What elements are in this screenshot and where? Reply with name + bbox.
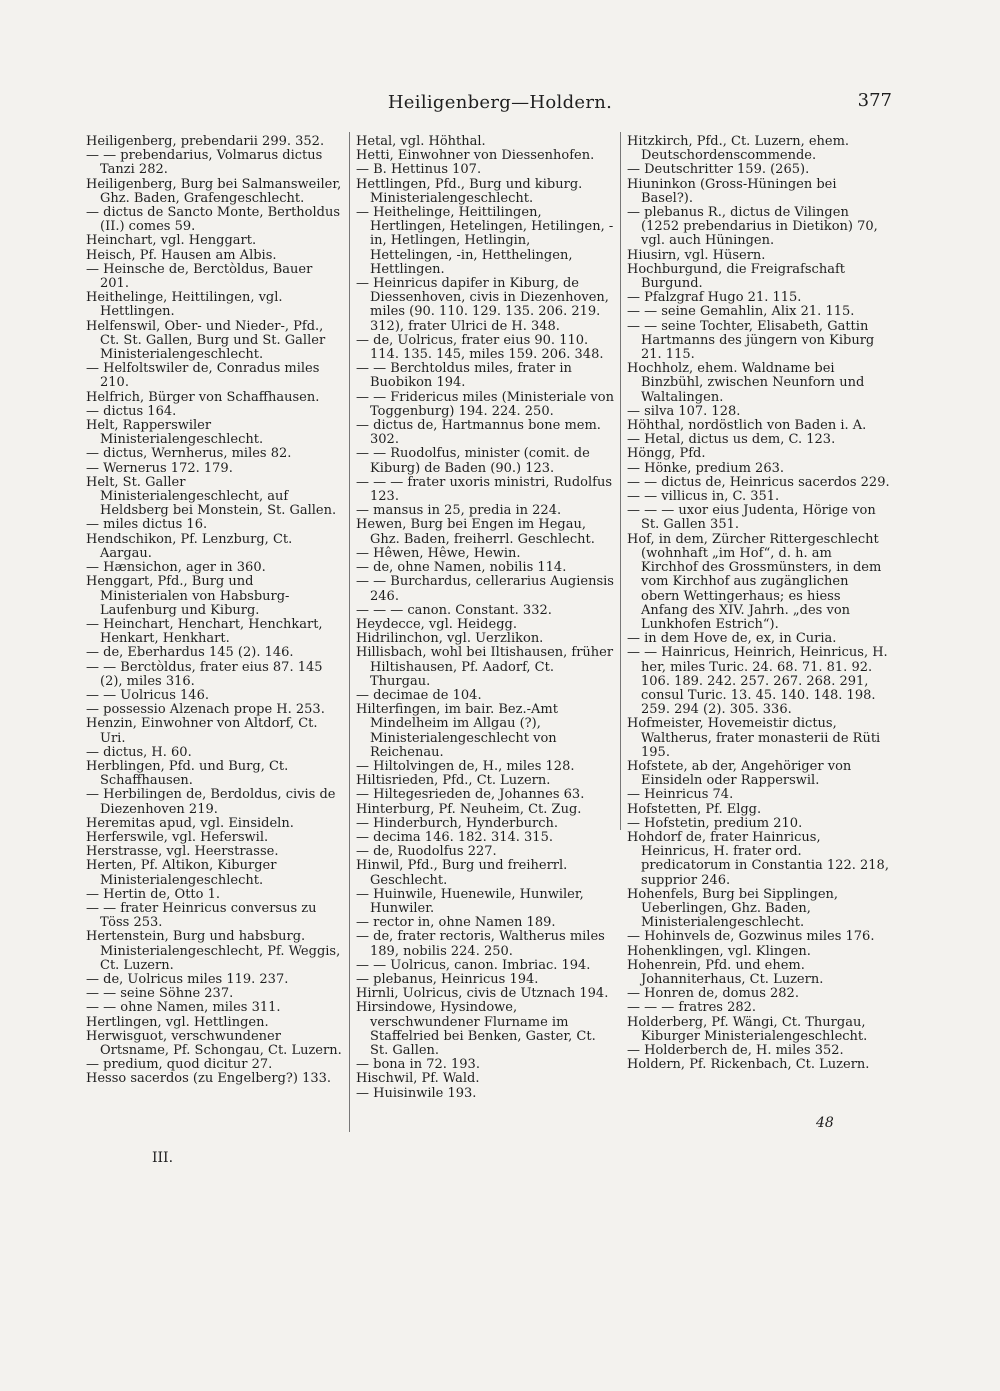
index-entry: Heremitas apud, vgl. Einsideln. (86, 815, 294, 831)
index-entry: Höhthal, nordöstlich von Baden i. A. (627, 418, 867, 434)
index-entry: Heithelinge, Heittilingen, vgl. Hettlingen. (86, 290, 283, 320)
index-entry: — Hinderburch, Hynderburch. (356, 815, 559, 831)
index-entry: — Holderberch de, H. miles 352. (627, 1043, 844, 1058)
index-entry: Hettlingen, Pfd., Burg und kiburg. Ministerialengeschlecht. (356, 176, 583, 206)
index-entry: — — Burchardus, cellerarius Augiensis 246. (356, 574, 614, 604)
index-entry: Hinwil, Pfd., Burg und freiherrl. Geschlecht. (356, 858, 568, 888)
index-entry: — mansus in 25, predia in 224. (356, 503, 562, 519)
index-entry: Hertlingen, vgl. Hettlingen. (86, 1014, 269, 1030)
index-entry: Hetal, vgl. Höhthal. (356, 135, 486, 149)
index-entry: Hohenfels, Burg bei Sipplingen, Ueberlingen, Ghz. Baden, Ministerialengeschlecht. (627, 886, 839, 931)
index-entry: — de, Uolricus, frater eius 90. 110. 114. 135. 145, miles 159. 206. 348. (356, 332, 604, 363)
index-entry: — — seine Gemahlin, Alix 21. 115. (627, 304, 855, 320)
sheet-number: 48 (816, 1115, 834, 1131)
index-entry: — dictus 164. (86, 403, 177, 419)
index-entry: — — — uxor eius Judenta, Hörige von St. Gallen 351. (627, 503, 876, 533)
index-entry: Hertenstein, Burg und habsburg. Ministerialengeschlecht, Pf. Weggis, Ct. Luzern. (86, 929, 341, 973)
index-entry: Herferswile, vgl. Heferswil. (86, 829, 269, 845)
index-entry: — Herbilingen de, Berdoldus, civis de Diezenhoven 219. (86, 787, 336, 817)
index-entry: — dictus de Sancto Monte, Bertholdus (II.) comes 59. (86, 205, 341, 235)
index-entry: — Hænsichon, ager in 360. (86, 560, 266, 576)
index-entry: — silva 107. 128. (627, 403, 741, 419)
index-entry: Hiuninkon (Gross-Hüningen bei Basel?). (627, 176, 837, 206)
index-entry: — bona in 72. 193. (356, 1057, 480, 1073)
index-entry: Hochholz, ehem. Waldname bei Binzbühl, zwischen Neunforn und Waltalingen. (627, 361, 865, 405)
index-entry: Helfenswil, Ober- und Nieder-, Pfd., Ct. St. Gallen, Burg und St. Galler Ministerialengeschlecht. (86, 318, 326, 363)
index-entry: — decima 146. 182. 314. 315. (356, 829, 553, 845)
index-entry: — decimae de 104. (356, 687, 482, 703)
index-entry: — Hofstetin, predium 210. (627, 815, 803, 831)
index-entry: Hiusirn, vgl. Hüsern. (627, 247, 766, 263)
index-entry: — Heinricus 74. (627, 787, 734, 803)
index-entry: Hohenrein, Pfd. und ehem. Johanniterhaus, Ct. Luzern. (627, 957, 824, 987)
index-entry: — de, ohne Namen, nobilis 114. (356, 560, 567, 576)
index-entry: — Hiltegesrieden de, Johannes 63. (356, 787, 585, 803)
index-entry: Hilterfingen, im bair. Bez.-Amt Mindelheim im Allgau (?), Ministerialengeschlecht von Reichenau. (356, 702, 558, 760)
index-entry: Herblingen, Pfd. und Burg, Ct. Schaffhausen. (86, 758, 289, 789)
index-entry: Hinterburg, Pf. Neuheim, Ct. Zug. (356, 801, 582, 817)
index-entry: — possessio Alzenach prope H. 253. (86, 702, 325, 718)
index-entry: — — dictus de, Heinricus sacerdos 229. (627, 474, 890, 490)
index-entry: — — prebendarius, Volmarus dictus Tanzi 282. (86, 148, 323, 178)
index-entry: — — seine Söhne 237. (86, 986, 234, 1002)
index-entry: — — ohne Namen, miles 311. (86, 1000, 281, 1016)
index-column-3 (627, 135, 891, 1072)
index-entry: — Heinchart, Henchart, Henchkart, Henkart, Henkhart. (86, 616, 323, 647)
index-entry: Hitzkirch, Pfd., Ct. Luzern, ehem. Deutschordenscommende. (627, 135, 850, 164)
index-entry: Holdern, Pf. Rickenbach, Ct. Luzern. (627, 1057, 870, 1073)
index-entry: Heisch, Pf. Hausen am Albis. (86, 247, 277, 263)
index-entry: Hohdorf de, frater Hainricus, Heinricus, H. frater ord. predicatorum in Constantia 122. 218, supprior 246. (627, 829, 889, 888)
index-entry: Hirnli, Uolricus, civis de Utznach 194. (356, 986, 609, 1002)
index-entry: — Huinwile, Huenewile, Hunwiler, Hunwiler. (356, 886, 584, 916)
index-entry: — predium, quod dicitur 27. (86, 1057, 273, 1073)
index-entry: Hesso sacerdos (zu Engelberg?) 133. (86, 1071, 332, 1087)
index-entry: Hidrilinchon, vgl. Uerzlikon. (356, 631, 544, 647)
index-entry: — Pfalzgraf Hugo 21. 115. (627, 290, 802, 306)
index-entry: — rector in, ohne Namen 189. (356, 915, 556, 931)
index-entry: Hochburgund, die Freigrafschaft Burgund. (627, 261, 845, 292)
index-entry: Henggart, Pfd., Burg und Ministerialen von Habsburg-Laufenburg und Kiburg. (86, 574, 290, 618)
index-entry: — — villicus in, C. 351. (627, 489, 780, 505)
index-entry: — de, Eberhardus 145 (2). 146. (86, 645, 294, 661)
index-entry: — Huisinwile 193. (356, 1085, 477, 1101)
index-entry: Heiligenberg, prebendarii 299. 352. (86, 135, 325, 149)
running-title: Heiligenberg—Holdern. (387, 92, 613, 113)
index-entry: — de, Uolricus miles 119. 237. (86, 971, 289, 987)
index-entry: — Hiltolvingen de, H., miles 128. (356, 758, 575, 774)
index-entry: Heinchart, vgl. Henggart. (86, 233, 257, 249)
index-entry: — — Fridericus miles (Ministeriale von Toggenburg) 194. 224. 250. (356, 389, 614, 419)
index-entry: — plebanus, Heinricus 194. (356, 971, 539, 987)
index-entry: — — Hainricus, Heinrich, Heinricus, H. her, miles Turic. 24. 68. 71. 81. 92. 106. 189. 242. 257. 267. 268. 291, consul Turic. 13. 45. 140. 148. 198. 259. 294 (2). 305. 336. (627, 645, 888, 718)
index-entry: — Hönke, predium 263. (627, 460, 784, 476)
column-divider (349, 132, 350, 1132)
index-entry: — de, frater rectoris, Waltherus miles 189, nobilis 224. 250. (356, 929, 605, 959)
index-entry: — plebanus R., dictus de Vilingen (1252 prebendarius in Dietikon) 70, vgl. auch Hüningen. (627, 205, 878, 249)
index-entry: — — Uolricus, canon. Imbriac. 194. (356, 957, 591, 973)
index-entry: Hetti, Einwohner von Diessenhofen. (356, 148, 595, 164)
index-entry: — — — fratres 282. (627, 1000, 757, 1016)
index-entry: Helt, St. Galler Ministerialengeschlecht, auf Heldsberg bei Monstein, St. Gallen. (86, 474, 337, 519)
index-entry: — miles dictus 16. (86, 517, 208, 533)
index-entry: Hofstete, ab der, Angehöriger von Einsideln oder Rapperswil. (627, 758, 852, 789)
index-entry: — — — frater uxoris ministri, Rudolfus 123. (356, 474, 613, 505)
index-entry: Hof, in dem, Zürcher Rittergeschlecht (wohnhaft „im Hof“, d. h. am Kirchhof des Grossmünsters, in dem vom Kirchhof aus zugänglichen obern Wettingerhaus; es hiess Anfang des XIV. Jahrh. „des von Lunkhofen Estrich“). (627, 531, 882, 632)
index-entry: — — Berchtoldus miles, frater in Buobikon 194. (356, 361, 572, 391)
signature-mark: III. (152, 1150, 174, 1166)
index-entry: Herten, Pf. Altikon, Kiburger Ministerialengeschlecht. (86, 858, 277, 888)
index-entry: — Heithelinge, Heittilingen, Hertlingen, Hetelingen, Hetilingen, -in, Hetlingen, Hetlingin, Hettelingen, -in, Hetthelingen, Hettlingen. (356, 205, 614, 277)
index-entry: — — — canon. Constant. 332. (356, 602, 552, 618)
index-entry: Hewen, Burg bei Engen im Hegau, Ghz. Baden, freiherrl. Geschlecht. (356, 517, 595, 547)
index-entry: — Hohinvels de, Gozwinus miles 176. (627, 929, 875, 945)
index-entry: Hofstetten, Pf. Elgg. (627, 801, 762, 817)
index-entry: Herwisguot, verschwundener Ortsname, Pf. Schongau, Ct. Luzern. (86, 1028, 342, 1058)
index-entry: Hischwil, Pf. Wald. (356, 1071, 480, 1087)
index-entry: Henzin, Einwohner von Altdorf, Ct. Uri. (86, 716, 318, 746)
index-column-2 (356, 135, 614, 1101)
index-entry: Hofmeister, Hovemeistir dictus, Waltherus, frater monasterii de Rüti 195. (627, 716, 881, 760)
index-column-1 (86, 135, 344, 1087)
index-entry: Helfrich, Bürger von Schaffhausen. (86, 389, 320, 405)
index-entry: — Heinsche de, Berctòldus, Bauer 201. (86, 261, 313, 292)
index-entry: — dictus, Wernherus, miles 82. (86, 446, 292, 462)
index-entry: — B. Hettinus 107. (356, 162, 482, 178)
index-entry: — — Berctòldus, frater eius 87. 145 (2), miles 316. (86, 659, 323, 689)
index-entry: — Honren de, domus 282. (627, 986, 799, 1002)
index-entry: — — seine Tochter, Elisabeth, Gattin Hartmanns des jüngern von Kiburg 21. 115. (627, 318, 875, 363)
index-entry: Herstrasse, vgl. Heerstrasse. (86, 844, 279, 860)
index-entry: Helt, Rapperswiler Ministerialengeschlecht. (86, 418, 264, 448)
index-entry: Hillisbach, wohl bei Iltishausen, früher Hiltishausen, Pf. Aadorf, Ct. Thurgau. (356, 645, 614, 689)
index-entry: Hiltisrieden, Pfd., Ct. Luzern. (356, 773, 551, 789)
index-entry: — — Ruodolfus, minister (comit. de Kiburg) de Baden (90.) 123. (356, 446, 590, 476)
index-entry: Hirsindowe, Hysindowe, verschwundener Flurname im Staffelried bei Benken, Gaster, Ct. St. Gallen. (356, 1000, 596, 1058)
index-entry: — Helfoltswiler de, Conradus miles 210. (86, 361, 320, 391)
page-number: 377 (857, 90, 892, 111)
index-entry: — — frater Heinricus conversus zu Töss 253. (86, 900, 317, 931)
index-entry: — Wernerus 172. 179. (86, 460, 233, 476)
index-entry: — Hêwen, Hêwe, Hewin. (356, 545, 521, 561)
index-entry: — — Uolricus 146. (86, 687, 209, 703)
index-entry: Hendschikon, Pf. Lenzburg, Ct. Aargau. (86, 531, 293, 561)
index-entry: Hohenklingen, vgl. Klingen. (627, 943, 811, 959)
index-entry: Heiligenberg, Burg bei Salmansweiler, Ghz. Baden, Grafengeschlecht. (86, 176, 342, 206)
index-entry: Heydecce, vgl. Heidegg. (356, 616, 517, 632)
index-entry: — Hetal, dictus us dem, C. 123. (627, 432, 836, 448)
index-entry: — Deutschritter 159. (265). (627, 162, 810, 178)
index-entry: — Heinricus dapifer in Kiburg, de Diessenhoven, civis in Diezenhoven, miles (90. 110. 129. 135. 206. 219. 312), frater Ulrici de H. 348. (356, 276, 609, 334)
index-entry: — dictus, H. 60. (86, 744, 192, 760)
index-entry: — de, Ruodolfus 227. (356, 844, 497, 860)
column-divider (620, 132, 621, 830)
index-entry: — in dem Hove de, ex, in Curia. (627, 631, 837, 647)
index-entry: Höngg, Pfd. (627, 446, 706, 462)
index-entry: Holderberg, Pf. Wängi, Ct. Thurgau, Kiburger Ministerialengeschlecht. (627, 1014, 868, 1044)
index-entry: — Hertin de, Otto 1. (86, 886, 221, 902)
index-entry: — dictus de, Hartmannus bone mem. 302. (356, 418, 601, 448)
